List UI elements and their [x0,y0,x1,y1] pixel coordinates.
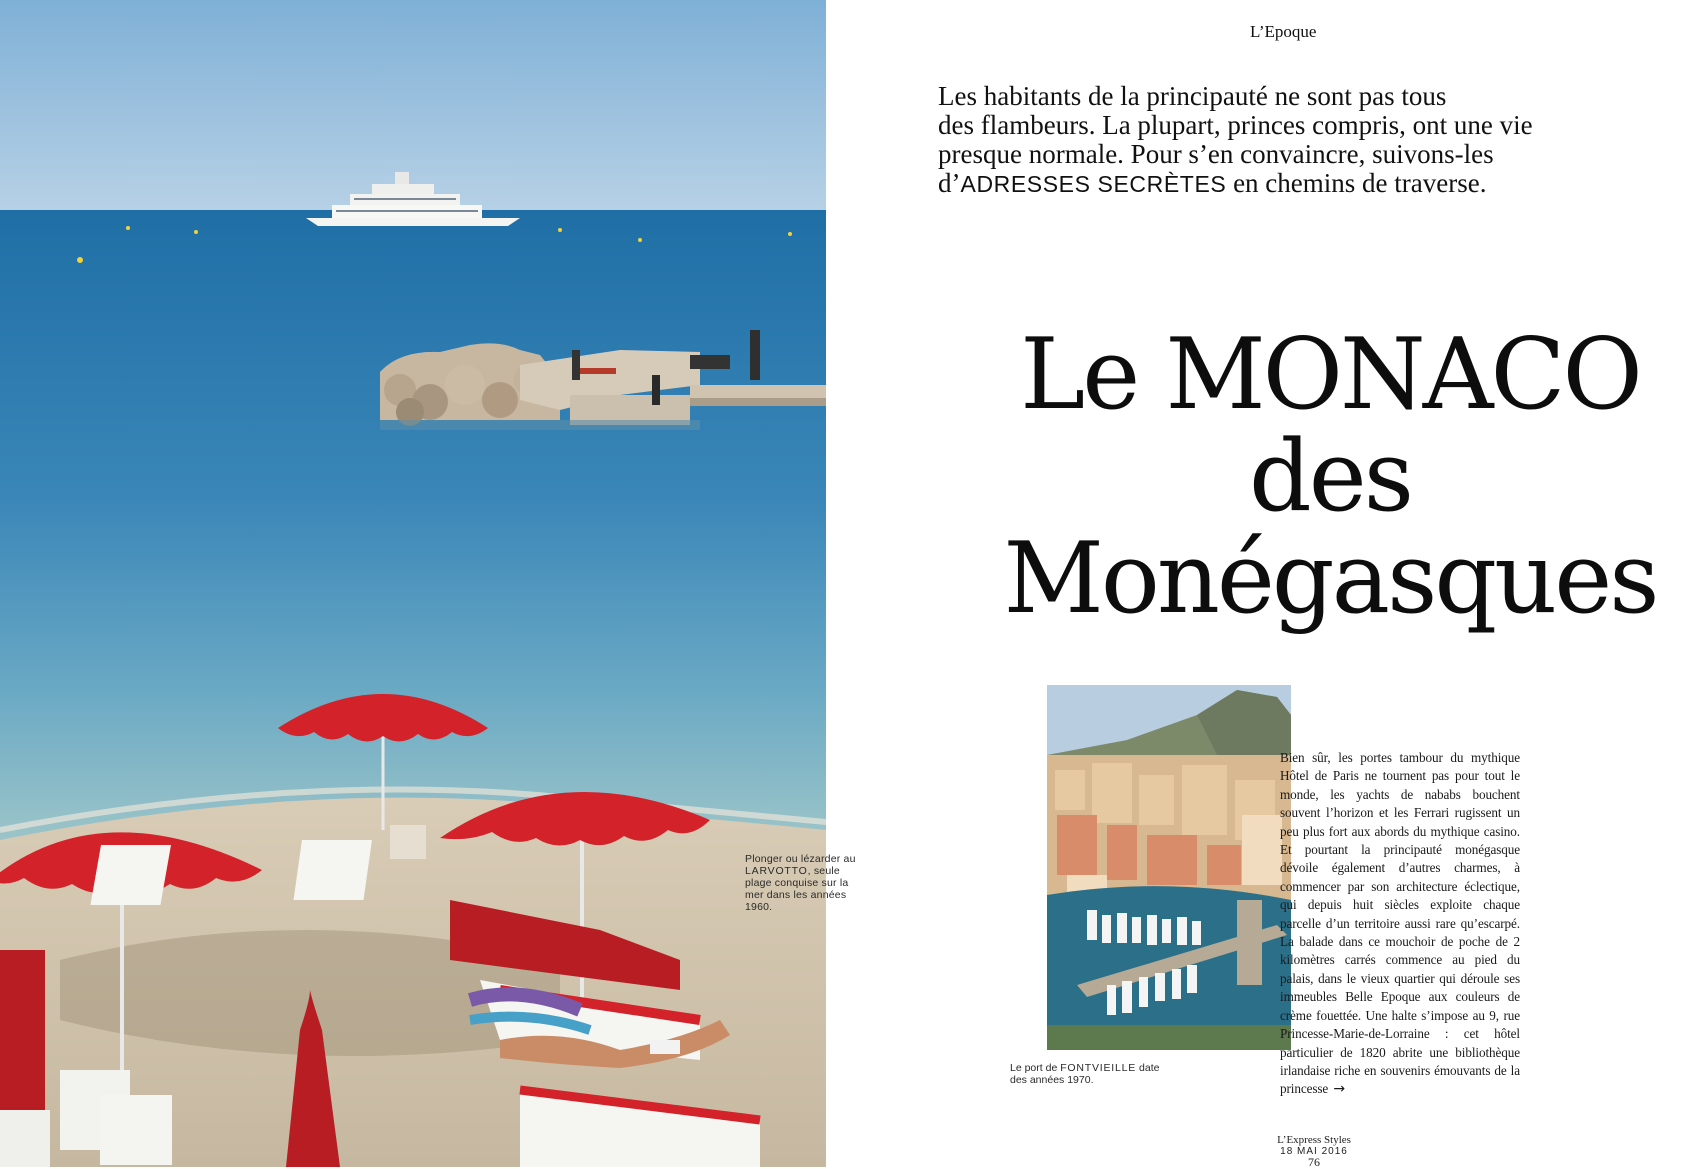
standfirst-highlight: ADRESSES SECRÈTES [960,171,1227,197]
standfirst-line: Les habitants de la principauté ne sont pas tous [938,81,1447,111]
article-body [1280,749,1520,1099]
standfirst-text: d’ [938,168,961,198]
issue-date: 18 MAI 2016 [1280,1146,1348,1157]
standfirst-line: des flambeurs. La plupart, princes compris, ont une vie [938,110,1533,140]
caption-left [745,853,860,913]
caption-text: , seule plage conquise sur la mer dans les années 1960. [745,865,849,913]
running-head: L’Epoque [1250,22,1317,41]
caption-text: Plonger ou lézarder au [745,853,856,865]
magazine-name: L’Express Styles [1277,1134,1351,1146]
folio [1254,1135,1374,1168]
headline-line: des [1248,419,1412,534]
standfirst-text: en chemins de traverse. [1226,168,1487,198]
caption-right [1010,1062,1160,1086]
headline-line: Monégasques [1003,521,1657,636]
caption-place: LARVOTTO [745,865,808,877]
caption-text: Le port de [1010,1062,1061,1074]
headline [985,317,1675,636]
caption-place: FONTVIEILLE [1060,1062,1137,1074]
headline-line: Le MONACO [1020,317,1640,432]
standfirst-line: presque normale. Pour s’en convaincre, suivons-les [938,139,1494,169]
harbour-photo [1047,685,1291,1050]
standfirst-line [938,169,1658,199]
standfirst [938,82,1658,199]
article-text: Bien sûr, les portes tambour du mythique Hôtel de Paris ne tournent pas pour tout le monde, les yachts de nababs bouchent souvent l’horizon et les Ferrari rugissent un peu plus fort aux abords du mythique casino. Et pourtant la principauté monégasque dévoile également d’autres charmes, à commencer par son architecture éclectique, qui depuis huit siècles exploite chaque parcelle d’un territoire aussi rare qu’escarpé. La balade dans ce mouchoir de poche de 2 kilomètres carrés commence au pied du palais, dans le vieux quartier qui déroule ses immeubles Belle Epoque aux couleurs de crème fouettée. Une halte s’impose au 9, rue Princesse-Marie-de-Lorraine : cet hôtel particulier de 1820 abrite une bibliothèque irlandaise riche en souvenirs émouvants de la princesse [1280,750,1520,1097]
caption-text: date des années 1970. [1010,1062,1160,1086]
continue-arrow-icon: → [1333,1081,1346,1098]
beach-photo [0,0,826,1167]
page-number: 76 [1308,1155,1320,1169]
